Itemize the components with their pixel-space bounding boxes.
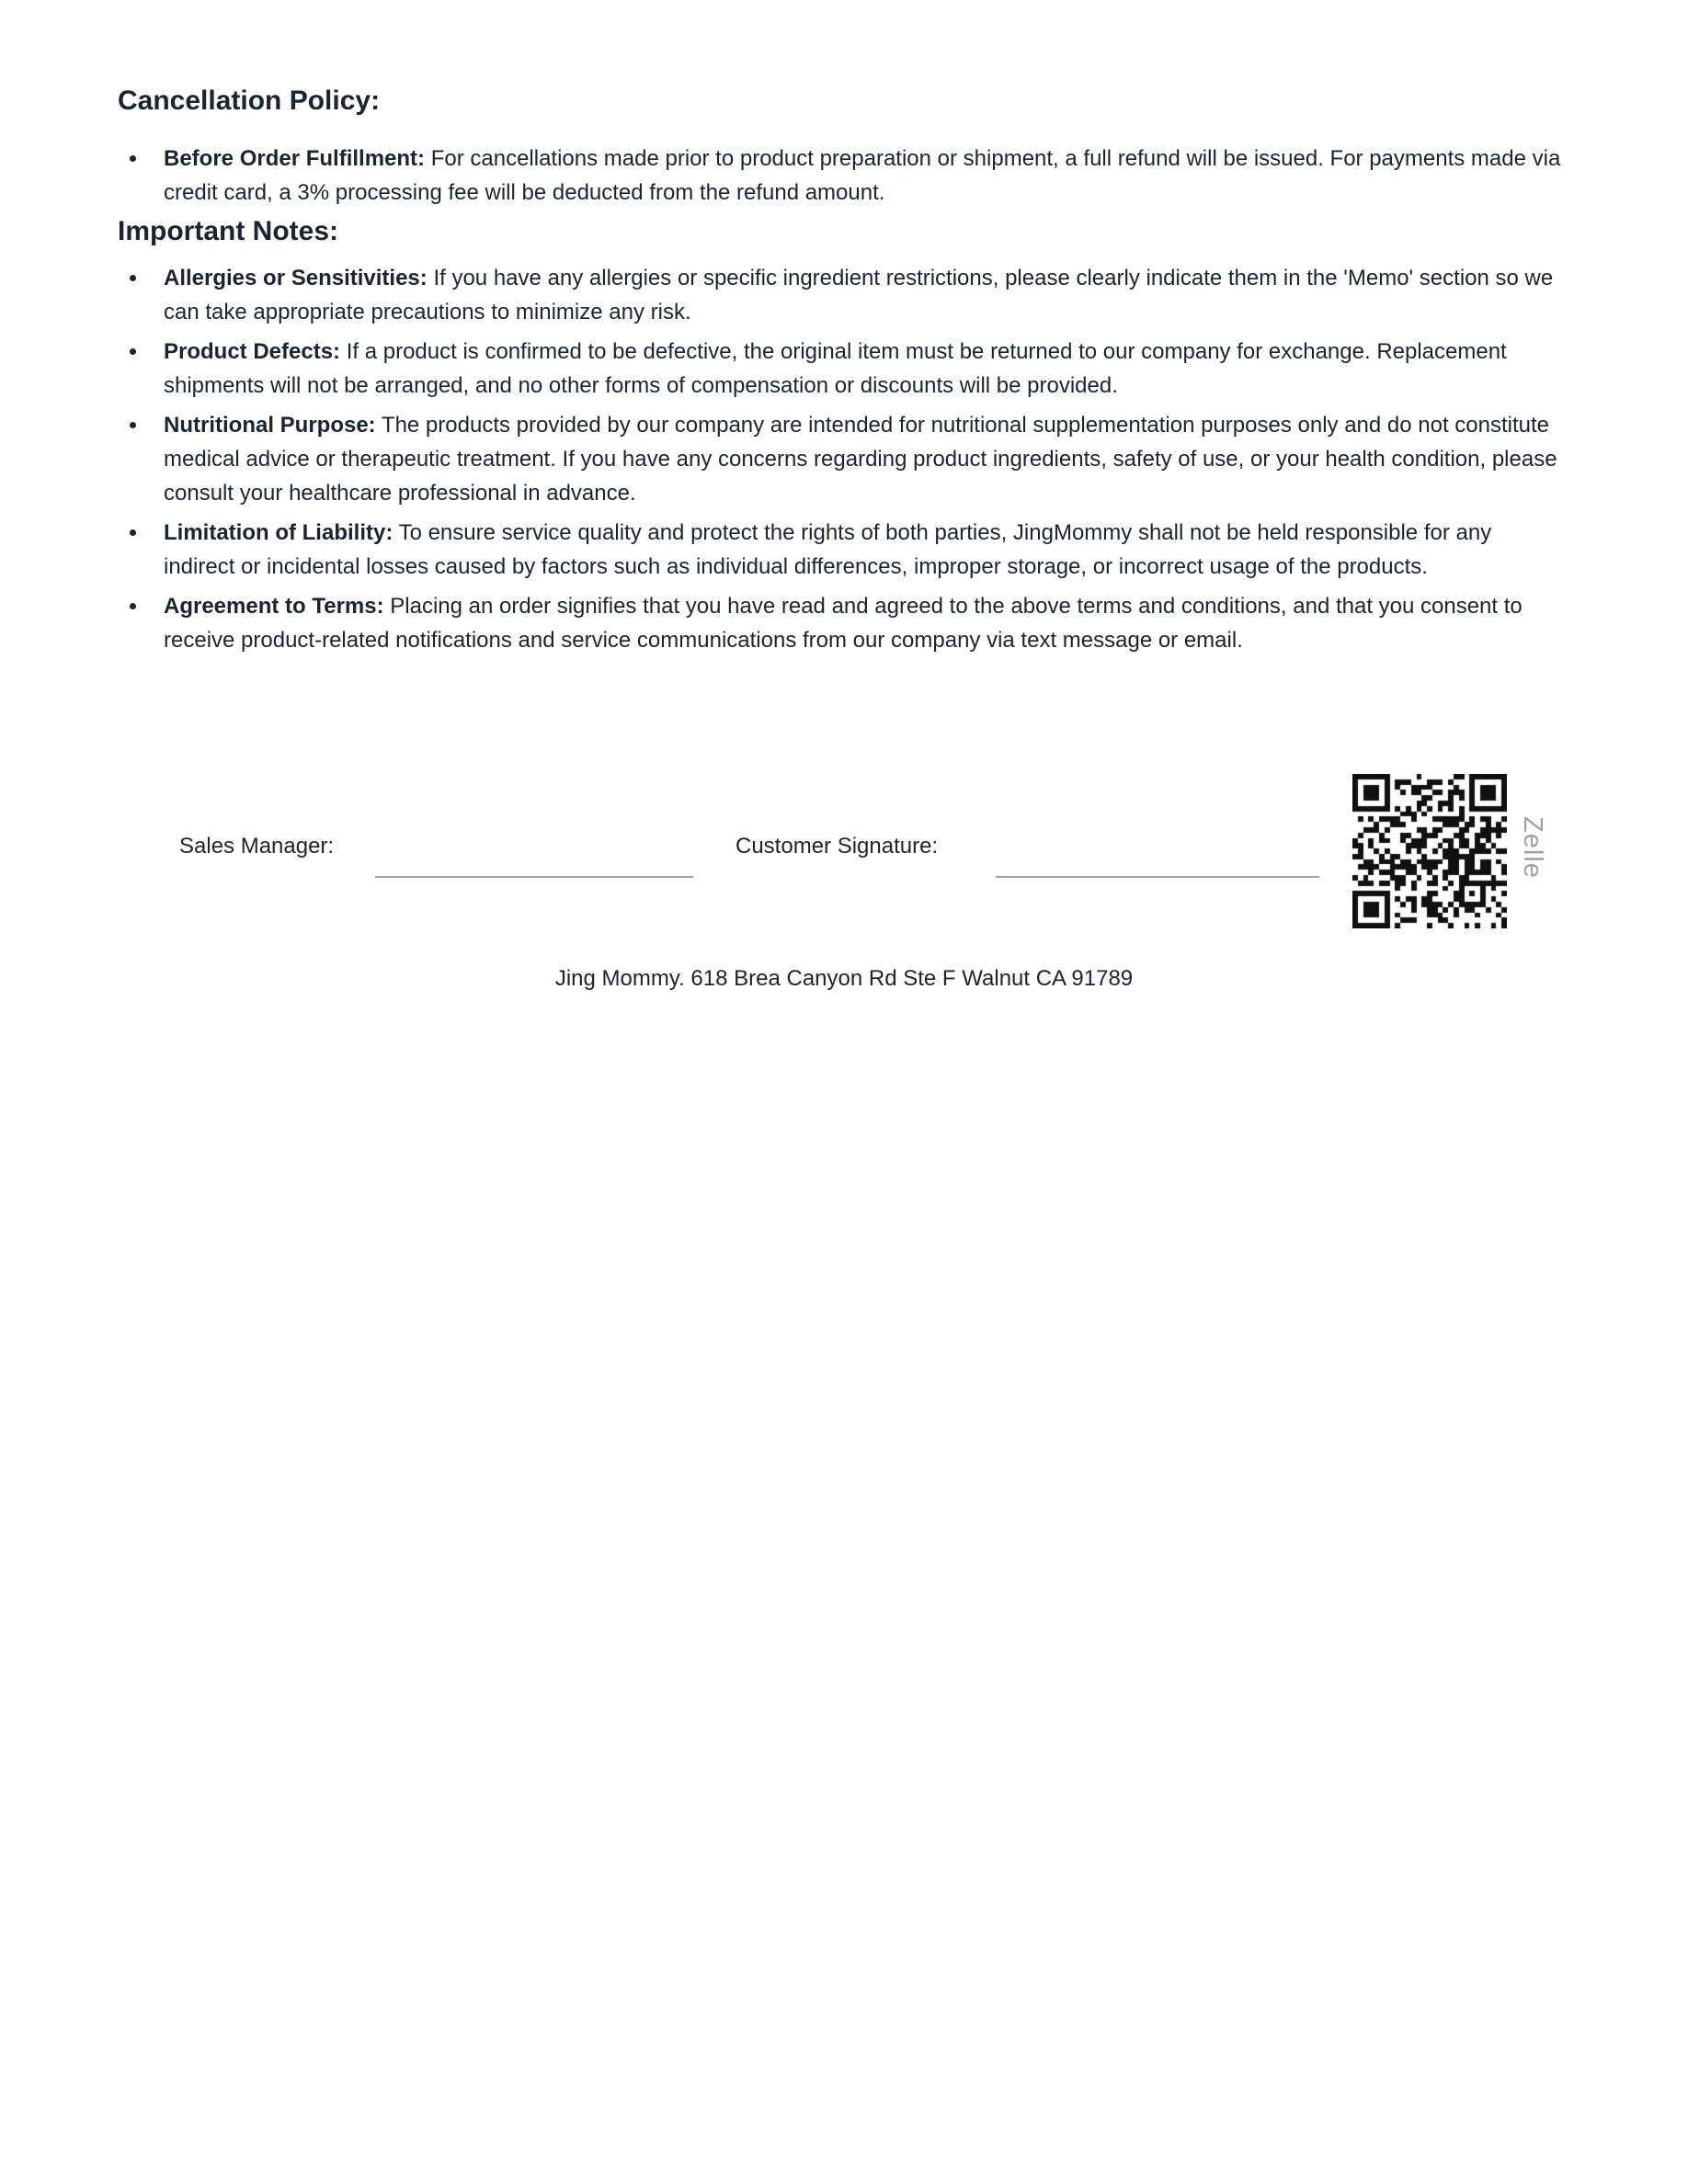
cancellation-policy-list [118,142,1563,210]
note-item-text: Placing an order signifies that you have read and agreed to the above terms and conditions, and that you consent to receive product-related notifications and service communications from our company via text message or email. [164,594,1523,653]
policy-item-lead: Before Order Fulfillment: [164,146,426,171]
note-item-lead: Agreement to Terms: [164,594,384,619]
customer-signature-line [996,876,1319,878]
sales-manager-label: Sales Manager: [179,834,335,859]
policy-item [118,142,1563,210]
cancellation-policy-heading: Cancellation Policy: [118,85,381,116]
zelle-payment-label: Zelle [1518,816,1547,879]
important-notes-list [118,261,1563,657]
important-notes-heading: Important Notes: [118,216,338,246]
note-item-text: To ensure service quality and protect the rights of both parties, JingMommy shall not be held responsible for any indirect or incidental losses caused by factors such as individual differences, improper storage, or incorrect usage of the products. [164,520,1492,579]
policy-item-text: For cancellations made prior to product preparation or shipment, a full refund will be issued. For payments made via credit card, a 3% processing fee will be deducted from the refund amount. [164,146,1561,205]
note-item-lead: Allergies or Sensitivities: [164,266,428,290]
policy-content [118,85,1563,663]
note-item-text: If a product is confirmed to be defective, the original item must be returned to our company for exchange. Replacement shipments will not be arranged, and no other forms of compensation or discounts will be provided. [164,339,1507,398]
note-item [118,516,1563,584]
note-item [118,261,1563,329]
sales-manager-signature-line [375,876,693,878]
customer-signature-label: Customer Signature: [736,834,939,859]
note-item [118,408,1563,510]
note-item-text: The products provided by our company are intended for nutritional supplementation purposes only and do not constitute medical advice or therapeutic treatment. If you have any concerns regarding product ingredients, safety of use, or your health condition, please consult your healthcare professional in advance. [164,413,1557,506]
company-address-footer: Jing Mommy. 618 Brea Canyon Rd Ste F Walnut CA 91789 [554,966,1134,991]
note-item-lead: Limitation of Liability: [164,520,393,545]
zelle-qr-code-icon [1352,774,1507,928]
note-item-lead: Product Defects: [164,339,341,364]
note-item-lead: Nutritional Purpose: [164,413,376,438]
note-item [118,589,1563,657]
note-item [118,335,1563,403]
note-item-text: If you have any allergies or specific ingredient restrictions, please clearly indicate them in the 'Memo' section so we can take appropriate precautions to minimize any risk. [164,266,1554,324]
